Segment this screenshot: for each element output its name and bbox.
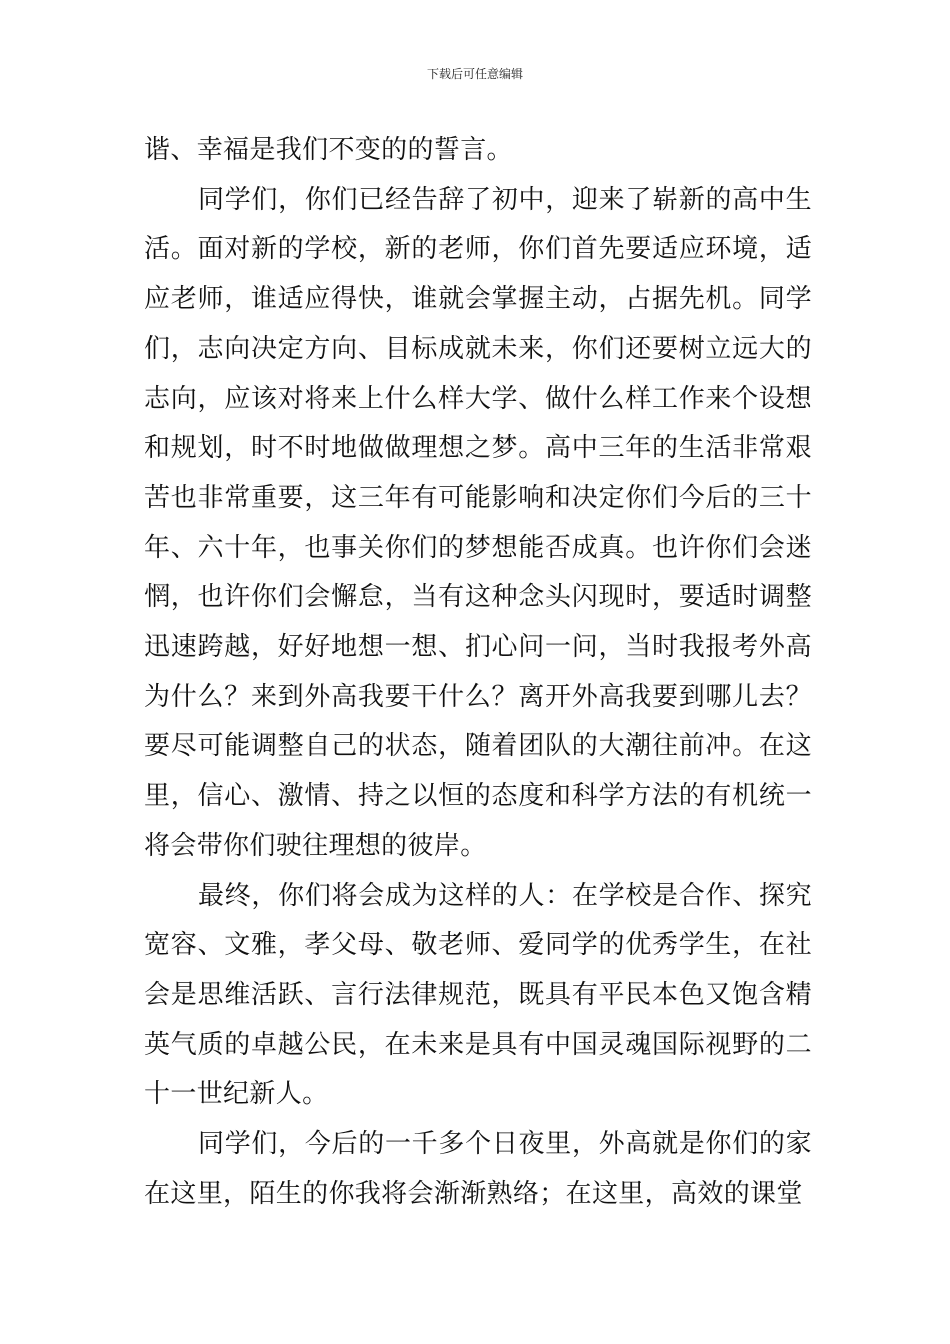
paragraph-1: 谐、幸福是我们不变的的誓言。 — [144, 135, 513, 165]
page-header: 下载后可任意编辑 — [426, 67, 523, 81]
paragraph-3: 最终，你们将会成为这样的人：在学校是合作、探究宽容、文雅，孝父母、敬老师、爱同学的优秀学生，在社会是思维活跃、言行法律规范，既具有平民本色又饱含精英气质的卓越公民，在未来是具有中国灵魂国际视野的二十一世纪新人。 — [144, 880, 812, 1110]
document-body — [144, 126, 812, 1219]
paragraph-4: 同学们，今后的一千多个日夜里，外高就是你们的家在这里，陌生的你我将会渐渐熟络；在这里，高效的课堂 — [144, 1129, 812, 1209]
paragraph-2: 同学们，你们已经告辞了初中，迎来了崭新的高中生活。面对新的学校，新的老师，你们首先要适应环境，适应老师，谁适应得快，谁就会掌握主动，占据先机。同学们，志向决定方向、目标成就未来，你们还要树立远大的志向，应该对将来上什么样大学、做什么样工作来个设想和规划，时不时地做做理想之梦。高中三年的生活非常艰苦也非常重要，这三年有可能影响和决定你们今后的三十年、六十年，也事关你们的梦想能否成真。也许你们会迷惘，也许你们会懈怠，当有这种念头闪现时，要适时调整迅速跨越，好好地想一想、扪心问一问，当时我报考外高为什么？来到外高我要干什么？离开外高我要到哪儿去？要尽可能调整自己的状态，随着团队的大潮往前冲。在这里，信心、激情、持之以恒的态度和科学方法的有机统一将会带你们驶往理想的彼岸。 — [144, 184, 812, 861]
